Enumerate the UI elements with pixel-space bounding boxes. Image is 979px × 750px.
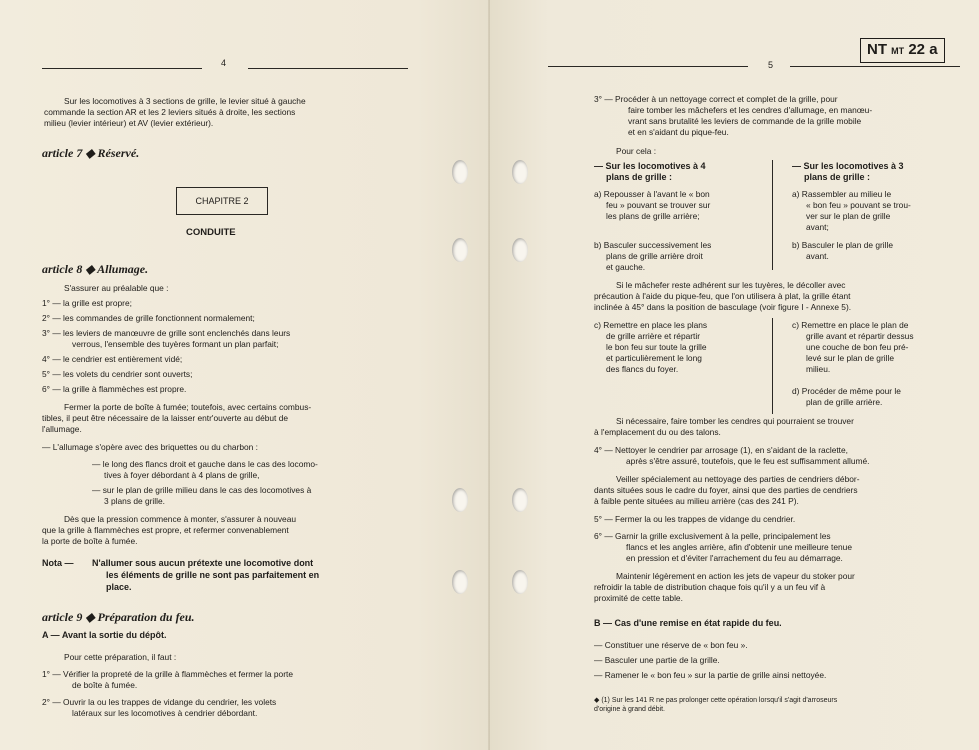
text-line: a) Repousser à l'avant le « bon xyxy=(594,189,710,199)
doc-code-small: MT xyxy=(891,46,905,56)
text-line: c) Remettre en place le plan de xyxy=(792,320,909,330)
text-line: feu » pouvant se trouver sur xyxy=(606,200,711,210)
chapter-title: CONDUITE xyxy=(186,227,236,238)
text-line: Veiller spécialement au nettoyage des parties de cendriers débor- xyxy=(616,474,860,484)
text-line: d) Procéder de même pour le xyxy=(792,386,901,396)
text-line: plans de grille arrière droit xyxy=(606,251,703,261)
text-line: verrous, l'ensemble des tuyères formant un plan parfait; xyxy=(72,339,279,349)
text-line: 1° — la grille est propre; xyxy=(42,298,132,308)
text-line: 2° — Ouvrir la ou les trappes de vidange du cendrier, les volets xyxy=(42,697,277,707)
text-line: — sur le plan de grille milieu dans le cas des locomotives à xyxy=(92,485,312,495)
text-line: une couche de bon feu pré- xyxy=(806,342,909,352)
text-line: 4° — Nettoyer le cendrier par arrosage (1), en s'aidant de la raclette, xyxy=(594,445,848,455)
text-line: de boîte à fumée. xyxy=(72,680,138,690)
text-line: et gauche. xyxy=(606,262,646,272)
text-line: 3° — Procéder à un nettoyage correct et complet de la grille, pour xyxy=(594,94,838,104)
text-line: 2° — les commandes de grille fonctionnent normalement; xyxy=(42,313,255,323)
text-line: Dès que la pression commence à monter, s'assurer à nouveau xyxy=(64,514,297,524)
intro-line: Sur les locomotives à 3 sections de grille, le levier situé à gauche xyxy=(64,96,306,106)
doc-code-number: 22 a xyxy=(908,41,938,58)
intro-line: commande la section AR et les 2 leviers situés à droite, les sections xyxy=(44,107,296,117)
text-line: ver sur le plan de grille xyxy=(806,211,891,221)
column-divider xyxy=(772,318,773,414)
text-line: dants situées sous le cadre du foyer, ainsi que des parties de cendriers xyxy=(594,485,858,495)
punch-hole xyxy=(512,238,528,262)
text-line: avant. xyxy=(806,251,829,261)
text-line: Si le mâchefer reste adhérent sur les tuyères, le décoller avec xyxy=(616,280,846,290)
text-line: après s'être assuré, toutefois, que le feu est suffisamment allumé. xyxy=(626,456,870,466)
text-line: — Ramener le « bon feu » sur la partie de grille ainsi nettoyée. xyxy=(594,670,827,680)
text-line: latéraux sur les locomotives à cendrier débordant. xyxy=(72,708,258,718)
text-line: 3° — les leviers de manœuvre de grille sont enclenchés dans leurs xyxy=(42,328,291,338)
text-line: — Basculer une partie de la grille. xyxy=(594,655,720,665)
text-line: Si nécessaire, faire tomber les cendres qui pourraient se trouver xyxy=(616,416,854,426)
punch-hole xyxy=(512,160,528,184)
text-line: « bon feu » pouvant se trou- xyxy=(806,200,911,210)
text-line: et en s'aidant du pique-feu. xyxy=(628,127,729,137)
article-9-heading: article 9 ◆ Préparation du feu. xyxy=(42,610,195,624)
punch-hole xyxy=(452,238,468,262)
text-line: Pour cette préparation, il faut : xyxy=(64,652,177,662)
text-line: S'assurer au préalable que : xyxy=(64,283,169,293)
text-line: — le long des flancs droit et gauche dans le cas des locomo- xyxy=(92,459,318,469)
text-line: 5° — Fermer la ou les trappes de vidange du cendrier. xyxy=(594,514,796,524)
nota-line: N'allumer sous aucun prétexte une locomotive dont xyxy=(92,558,314,568)
text-line: vrant sans brutalité les leviers de commande de la grille mobile xyxy=(628,116,862,126)
text-line: 5° — les volets du cendrier sont ouverts; xyxy=(42,369,193,379)
text-line: tibles, il peut être nécessaire de la laisser entr'ouverte au début de xyxy=(42,413,289,423)
punch-hole xyxy=(452,160,468,184)
text-line: Fermer la porte de boîte à fumée; toutefois, avec certains combus- xyxy=(64,402,312,412)
text-line: de grille arrière et répartir xyxy=(606,331,701,341)
text-line: 6° — la grille à flammèches est propre. xyxy=(42,384,187,394)
text-line: avant; xyxy=(806,222,829,232)
text-line: 4° — le cendrier est entièrement vidé; xyxy=(42,354,183,364)
nota-line: les éléments de grille ne sont pas parfaitement en xyxy=(106,570,320,580)
document-code-badge xyxy=(860,38,945,63)
text-line: et particulièrement le long xyxy=(606,353,702,363)
header-rule-right xyxy=(248,68,408,69)
text-line: a) Rassembler au milieu le xyxy=(792,189,892,199)
text-line: faire tomber les mâchefers et les cendres d'allumage, en manœu- xyxy=(628,105,873,115)
text-line: 3 plans de grille. xyxy=(104,496,165,506)
text-line: levé sur le plan de grille xyxy=(806,353,894,363)
column-heading: — Sur les locomotives à 3 xyxy=(792,161,904,171)
text-line: plan de grille arrière. xyxy=(806,397,883,407)
text-line: à l'emplacement du ou des talons. xyxy=(594,427,721,437)
text-line: 6° — Garnir la grille exclusivement à la pelle, principalement les xyxy=(594,531,831,541)
nota-label: Nota — xyxy=(42,558,74,568)
text-line: Pour cela : xyxy=(616,146,657,156)
text-line: les plans de grille arrière; xyxy=(606,211,700,221)
footnote-line: d'origine à grand débit. xyxy=(594,706,665,713)
text-line: milieu. xyxy=(806,364,831,374)
page-number: 5 xyxy=(768,60,774,70)
header-rule-left xyxy=(548,66,748,67)
text-line: — Constituer une réserve de « bon feu ». xyxy=(594,640,748,650)
section-b-heading: B — Cas d'une remise en état rapide du feu. xyxy=(594,618,782,628)
article-8-heading: article 8 ◆ Allumage. xyxy=(42,262,149,276)
punch-hole xyxy=(452,570,468,594)
doc-code: NT xyxy=(867,41,887,58)
text-line: que la grille à flammèches est propre, et refermer convenablement xyxy=(42,525,289,535)
text-line: b) Basculer successivement les xyxy=(594,240,712,250)
column-heading: plans de grille : xyxy=(804,172,871,182)
chapter-box: CHAPITRE 2 xyxy=(176,187,268,215)
text-line: précaution à l'aide du pique-feu, que l'on utilisera à plat, la grille étant xyxy=(594,291,851,301)
text-line: Maintenir légèrement en action les jets de vapeur du stoker pour xyxy=(616,571,855,581)
text-line: à faible pente situées au milieu arrière (cas des 241 P). xyxy=(594,496,799,506)
text-line: refroidir la table de distribution chaque fois qu'il y a un feu vif à xyxy=(594,582,826,592)
section-a-heading: A — Avant la sortie du dépôt. xyxy=(42,630,167,640)
column-divider xyxy=(772,160,773,270)
punch-hole xyxy=(512,570,528,594)
right-page xyxy=(490,0,979,750)
text-line: — L'allumage s'opère avec des briquettes ou du charbon : xyxy=(42,442,258,452)
page-number: 4 xyxy=(221,58,227,68)
intro-line: milieu (levier intérieur) et AV (levier extérieur). xyxy=(44,118,214,128)
text-line: flancs et les angles arrière, afin d'obtenir une meilleure tenue xyxy=(626,542,852,552)
punch-hole xyxy=(452,488,468,512)
text-line: tives à foyer débordant à 4 plans de grille, xyxy=(104,470,260,480)
text-line: la porte de boîte à fumée. xyxy=(42,536,138,546)
article-7-heading: article 7 ◆ Réservé. xyxy=(42,146,140,160)
column-heading: plans de grille : xyxy=(606,172,673,182)
text-line: des flancs du foyer. xyxy=(606,364,679,374)
text-line: l'allumage. xyxy=(42,424,82,434)
footnote-line: ◆ (1) Sur les 141 R ne pas prolonger cette opération lorsqu'il s'agit d'arroseurs xyxy=(594,697,838,704)
text-line: le bon feu sur toute la grille xyxy=(606,342,707,352)
text-line: proximité de cette table. xyxy=(594,593,683,603)
header-rule-left xyxy=(42,68,202,69)
text-line: b) Basculer le plan de grille xyxy=(792,240,894,250)
text-line: c) Remettre en place les plans xyxy=(594,320,708,330)
text-line: 1° — Vérifier la propreté de la grille à flammèches et fermer la porte xyxy=(42,669,293,679)
text-line: grille avant et répartir dessus xyxy=(806,331,914,341)
nota-line: place. xyxy=(106,582,132,592)
text-line: inclinée à 45° dans la position de basculage (voir figure I - Annexe 5). xyxy=(594,302,852,312)
text-line: en pression et d'éviter l'arrachement du feu au démarrage. xyxy=(626,553,843,563)
punch-hole xyxy=(512,488,528,512)
header-rule-right xyxy=(790,66,960,67)
column-heading: — Sur les locomotives à 4 xyxy=(594,161,706,171)
